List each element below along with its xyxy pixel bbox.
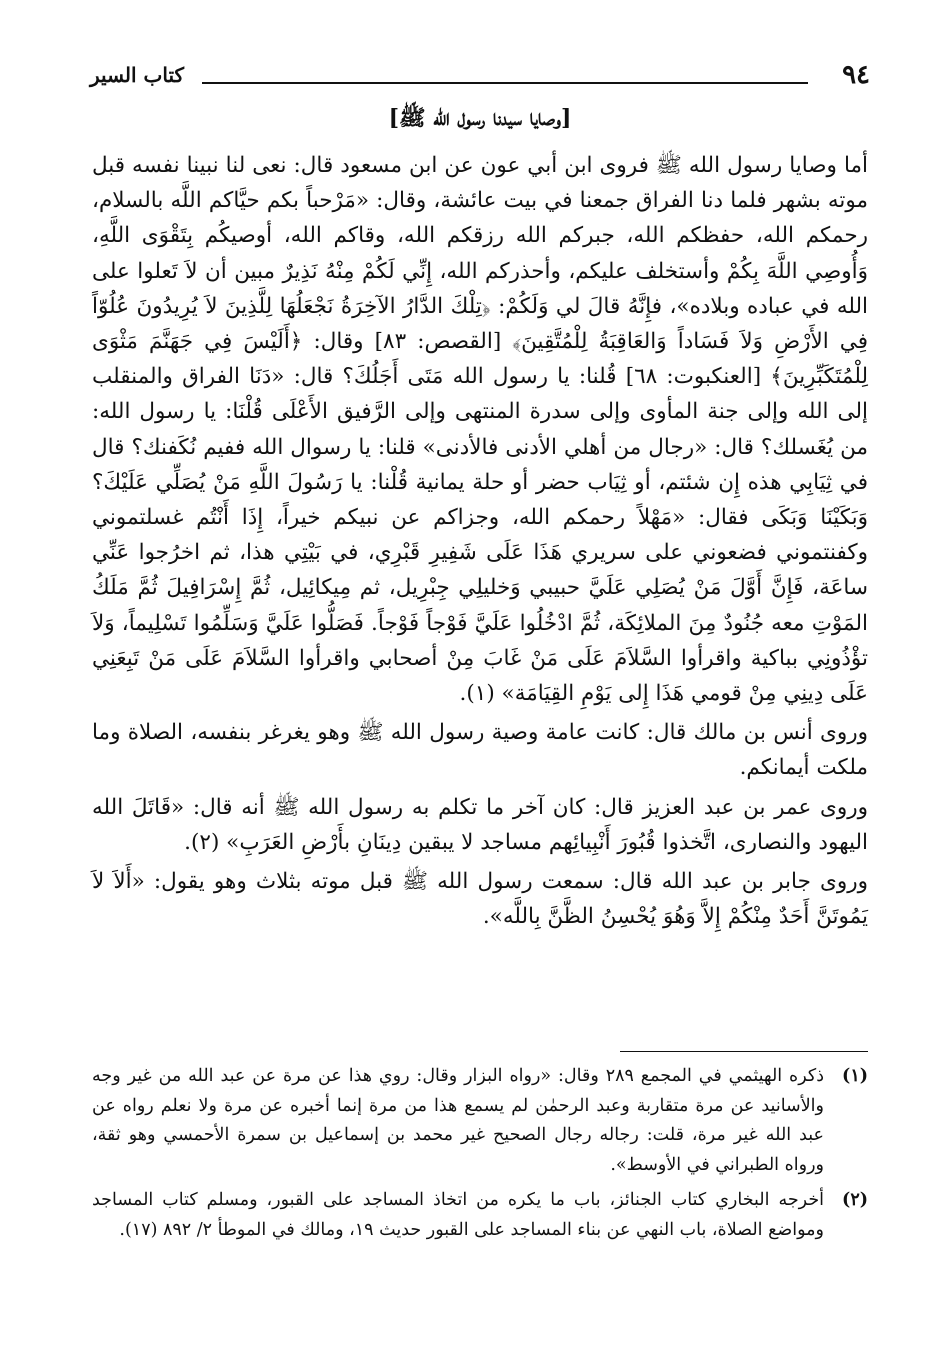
footnote xyxy=(92,1186,868,1245)
paragraph: وروى جابر بن عبد الله قال: سمعت رسول الله ﷺ قبل موته بثلاث وهو يقول: «أَلاَ لاَ يَمُوتَنَّ أَحَدٌ مِنْكُمْ إِلاَّ وَهُوَ يُحْسِنُ الظَّنَّ بِاللَّه». xyxy=(92,869,868,930)
paragraph: وروى أنس بن مالك قال: كانت عامة وصية رسول الله ﷺ وهو يغرغر بنفسه، الصلاة وما ملكت أيمانكم. xyxy=(92,720,868,781)
footnote-separator xyxy=(620,1051,868,1052)
footnote-number: (١) xyxy=(842,1066,868,1086)
footnote-text: ذكره الهيثمي في المجمع ٢٨٩ وقال: «رواه البزار وقال: روي هذا عن مرة عن عبد الله من غير وجه والأسانيد عن مرة متقاربة وعبد الرحمٰن لم يسمع هذا من مرة إنما أخبره عن مرة ولا نعلم رواه عن عبد الله غير مرة، قلت: رجاله رجال الصحيح غير محمد بن إسماعيل بن سمرة الأحمسي وهو ثقة، ورواه الطبراني في الأوسط». xyxy=(92,1066,825,1175)
footnote xyxy=(92,1062,868,1180)
page-header xyxy=(90,60,870,94)
main-text xyxy=(92,148,868,934)
footnote-number: (٢) xyxy=(842,1190,868,1210)
header-rule xyxy=(202,82,808,84)
section-title: [وصايا سيدنا رسول الله ﷺ] xyxy=(388,105,572,131)
page-number: ٩٤ xyxy=(842,60,870,90)
footnotes xyxy=(92,1062,868,1245)
footnote-text: أخرجه البخاري كتاب الجنائز، باب ما يكره من اتخاذ المساجد على القبور، ومسلم كتاب المساجد ومواضع الصلاة، باب النهي عن بناء المساجد على القبور حديث ١٩، ومالك في الموطأ ٢/ ٨٩٢ (١٧). xyxy=(92,1190,824,1240)
paragraph: وروى عمر بن عبد العزيز قال: كان آخر ما تكلم به رسول الله ﷺ أنه قال: «قَاتَلَ الله اليهود والنصارى، اتَّخذوا قُبُورَ أَنْبِيائِهم مساجد لا يبقين دِينَانِ بأَرْضِ العَرَبِ» (٢). xyxy=(92,794,868,855)
running-title: كتاب السير xyxy=(90,63,185,87)
paragraph: أما وصايا رسول الله ﷺ فروى ابن أبي عون عن ابن مسعود قال: نعى لنا نبينا نفسه قبل موته بشهر فلما دنا الفراق جمعنا في بيت عائشة، وقال: «مَرْحباً بكم حيَّاكم اللَّه بالسلام، رحمكم الله، حفظكم الله، جبركم الله رزقكم الله، وقاكم الله، أوصيكُم بِتَقْوَى اللَّهِ، وَأُوصِي اللَّهَ بِكُمْ وأستخلف عليكم، وأحذركم الله، إِنِّي لَكُمْ مِنْهُ نَذِيرٌ مبين أن لاَ تَعلوا على الله في عباده وبلاده»، فإِنَّهُ قالَ لي وَلَكُمْ: ﴿تِلْكَ الدَّارُ الآخِرَةُ نَجْعَلُهَا لِلَّذِينَ لاَ يُرِيدُونَ عُلُوّاً فِي الأَرْضِ وَلاَ فَسَاداً وَالعَاقِبَةُ لِلْمُتَّقِينَ﴾ [القصص: ٨٣] وقال: ﴿أَلَيْسَ فِي جَهَنَّمَ مَثْوَى لِلْمُتَكَبِّرِينَ﴾ [العنكبوت: ٦٨] قُلنا: يا رسول الله مَتَى أَجَلُكَ؟ قال: «دَنَا الفراق والمنقلب إلى الله وإلى جنة المأوى وإلى سدرة المنتهى وإلى الرَّفيق الأَعْلَى قُلْنَا: يا رسول الله: من يُغَسلك؟ قال: «رجال من أهلي الأدنى فالأدنى» قلنا: يا رسوال الله ففيم نُكَفنك؟ قال في ثِيَابِي هذه إِن شئتم، أو ثِيَاب حضر أو حلة يمانية قُلْنا: يا رَسُولَ اللَّهِ مَنْ يُصَلِّي عَلَيْكَ؟ وَبَكَيْنَا وَبَكَى فقال: «مَهْلاً رحمكم الله، وجزاكم عن نبيكم خيراً، إِذَا أَنْتُم غسلتموني وكفنتموني فضعوني على سريري هَذَا عَلَى شَفِيرِ قَبْرِي، في بَيْتِي هذا، ثم اخرُجوا عَنِّي ساعَة، فَإِنَّ أَوَّلَ مَنْ يُصَلِي عَلَيَّ حبيبي وَخليلِي جِبْرِيل، ثم مِيكائِيل، ثُمَّ إِسْرَافِيلَ ثُمَّ مَلَكُ المَوْتِ معه جُنُودٌ مِنَ الملائِكَة، ثُمَّ ادْخُلُوا عَلَيَّ فَوْجاً فَوْجاً. فَصَلُّوا عَلَيَّ وَسَلِّمُوا تَسْلِيماً، وَلاَ تؤْذُونِي بباكية واقرأوا السَّلاَمَ عَلَى مَنْ غَابَ مِنْ أصحابي واقرأوا السَّلاَمَ عَلَى مَنْ تَبِعَنِي عَلَى دِينِي مِنْ قومي هَذَا إِلى يَوْمِ القِيَامَة» (١). xyxy=(92,153,868,707)
